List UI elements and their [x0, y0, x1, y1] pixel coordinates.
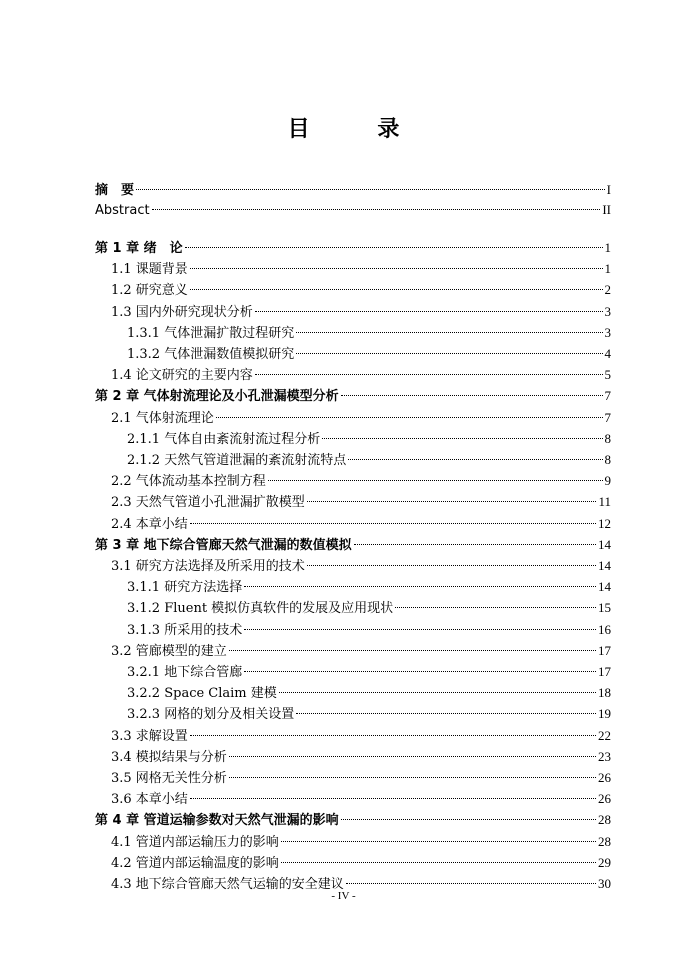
toc-entry-label: 2.4 本章小结 — [111, 516, 188, 532]
toc-entry-page: 7 — [604, 409, 611, 425]
toc-entry-page: II — [602, 202, 611, 217]
dot-leader — [281, 861, 596, 863]
toc-entry — [127, 620, 611, 640]
toc-entry-label: 1.4 论文研究的主要内容 — [111, 368, 253, 384]
toc-entry — [95, 200, 611, 220]
toc-entry — [127, 683, 611, 703]
toc-entry-page: 30 — [598, 876, 611, 891]
toc-entry-label: 3.5 网格无关性分析 — [111, 771, 227, 786]
toc-entry-page: 4 — [604, 346, 611, 361]
dot-leader — [341, 394, 603, 396]
toc-entry-label: 4.3 地下综合管廊天然气运输的安全建议 — [111, 877, 344, 892]
toc-entry-label: 3.2.1 地下综合管廊 — [127, 665, 243, 680]
toc-entry — [111, 408, 611, 428]
toc-entry — [95, 386, 611, 406]
toc-entry-page: I — [606, 182, 611, 197]
dot-leader — [279, 691, 596, 693]
toc-entry-page: 3 — [604, 303, 611, 319]
toc-entry-page: 9 — [604, 473, 611, 489]
dot-leader — [190, 288, 603, 290]
toc-entry — [111, 471, 611, 491]
toc-entry-label: Abstract — [95, 203, 150, 218]
toc-entry-page: 28 — [598, 812, 611, 828]
toc-entry-page: 3 — [604, 324, 611, 340]
dot-leader — [395, 606, 596, 608]
dot-leader — [185, 246, 603, 248]
toc-entry-label: 1.3.2 气体泄漏数值模拟研究 — [127, 347, 295, 362]
dot-leader — [190, 797, 596, 799]
toc-entry-page: 1 — [604, 261, 611, 277]
toc-entry — [95, 238, 611, 258]
toc-entry-page: 2 — [604, 282, 611, 298]
toc-entry-label: 3.6 本章小结 — [111, 792, 188, 808]
toc-entry — [111, 726, 611, 746]
dot-leader — [190, 734, 596, 736]
toc-entry — [95, 180, 611, 200]
toc-entry-label: 1.3 国内外研究现状分析 — [111, 304, 253, 320]
dot-leader — [354, 543, 596, 545]
toc-entry — [127, 344, 611, 364]
dot-leader — [190, 522, 596, 524]
toc-entry — [111, 259, 611, 279]
toc-entry — [127, 598, 611, 618]
toc-entry-label: 第 3 章 地下综合管廊天然气泄漏的数值模拟 — [95, 537, 352, 553]
toc-entry-page: 17 — [598, 642, 611, 658]
toc-entry-label: 3.1.2 Fluent 模拟仿真软件的发展及应用现状 — [127, 601, 394, 617]
toc-entry — [111, 302, 611, 322]
dot-leader — [229, 649, 596, 651]
page-number: - IV - — [331, 890, 356, 902]
dot-leader — [296, 712, 596, 714]
dot-leader — [255, 373, 603, 375]
toc-entry-page: 17 — [598, 664, 611, 679]
toc-entry-label: 3.1.1 研究方法选择 — [127, 580, 243, 596]
dot-leader — [296, 331, 602, 333]
toc-entry-page: 8 — [604, 452, 611, 467]
toc-entry — [111, 853, 611, 873]
toc-entry — [111, 747, 611, 767]
toc-entry-page: 29 — [598, 854, 611, 870]
dot-leader — [341, 818, 596, 820]
toc-entry-page: 19 — [598, 706, 611, 722]
dot-leader — [268, 479, 603, 481]
toc-entry — [127, 662, 611, 682]
dot-leader — [136, 188, 605, 190]
toc-entry-label: 2.2 气体流动基本控制方程 — [111, 474, 266, 490]
toc-entry-page: 18 — [598, 685, 611, 701]
toc-entry-label: 2.1.2 天然气管道泄漏的紊流射流特点 — [127, 453, 347, 468]
toc-entry-page: 14 — [598, 579, 611, 595]
toc-entry — [111, 832, 611, 852]
dot-leader — [244, 585, 596, 587]
dot-leader — [348, 458, 602, 460]
toc-entry-page: 23 — [598, 748, 611, 764]
toc-entry-page: 12 — [598, 515, 611, 531]
toc-entry-label: 3.1 研究方法选择及所采用的技术 — [111, 559, 305, 574]
toc-entry — [111, 492, 611, 512]
toc-entry-label: 3.2.3 网格的划分及相关设置 — [127, 707, 295, 723]
toc-entry — [111, 641, 611, 661]
toc-entry — [111, 556, 611, 576]
toc-entry-page: 5 — [604, 367, 611, 383]
toc-entry — [95, 535, 611, 555]
toc-entry — [111, 365, 611, 385]
toc-entry — [95, 810, 611, 830]
dot-leader — [307, 564, 596, 566]
toc-entry — [127, 450, 611, 470]
dot-leader — [307, 500, 597, 502]
dot-leader — [244, 670, 596, 672]
toc-entry-page: 8 — [604, 430, 611, 446]
dot-leader — [322, 437, 602, 439]
toc-entry-page: 26 — [598, 770, 611, 785]
toc-entry-label: 1.3.1 气体泄漏扩散过程研究 — [127, 325, 295, 341]
toc-entry — [127, 577, 611, 597]
toc-entry-label: 第 4 章 管道运输参数对天然气泄漏的影响 — [95, 813, 339, 829]
toc-entry-page: 15 — [598, 600, 611, 616]
toc-entry-page: 7 — [604, 388, 611, 404]
toc-entry-label: 3.1.3 所采用的技术 — [127, 622, 243, 638]
dot-leader — [255, 310, 603, 312]
toc-entry-label: 1.1 课题背景 — [111, 262, 188, 278]
toc-entry — [111, 280, 611, 300]
dot-leader — [229, 776, 596, 778]
toc-entry-label: 第 1 章 绪 论 — [95, 241, 183, 256]
dot-leader — [281, 840, 596, 842]
toc-entry — [111, 768, 611, 788]
toc-entry-page: 14 — [598, 558, 611, 573]
page-title: 目 录 — [287, 117, 430, 142]
dot-leader — [244, 628, 596, 630]
dot-leader — [152, 208, 601, 210]
dot-leader — [216, 416, 603, 418]
dot-leader — [190, 267, 603, 269]
toc-entry-label: 摘 要 — [95, 183, 135, 198]
toc-entry-label: 4.2 管道内部运输温度的影响 — [111, 855, 279, 871]
toc-entry-label: 4.1 管道内部运输压力的影响 — [111, 834, 279, 850]
toc-entry-label: 2.1.1 气体自由紊流射流过程分析 — [127, 431, 321, 447]
toc-entry-page: 22 — [598, 727, 611, 743]
dot-leader — [229, 755, 596, 757]
toc-entry-label: 3.4 模拟结果与分析 — [111, 749, 227, 765]
toc-entry-label: 2.3 天然气管道小孔泄漏扩散模型 — [111, 495, 305, 511]
toc-entry-label: 3.2.2 Space Claim 建模 — [127, 686, 277, 702]
toc-entry-label: 1.2 研究意义 — [111, 283, 188, 299]
toc-entry-page: 26 — [598, 791, 611, 807]
toc-entry-page: 11 — [598, 494, 611, 510]
toc-entry-label: 2.1 气体射流理论 — [111, 410, 214, 426]
toc-entry — [127, 323, 611, 343]
toc-entry-page: 28 — [598, 833, 611, 849]
toc-entry — [111, 789, 611, 809]
toc-entry-page: 14 — [598, 536, 611, 552]
toc-entry — [111, 514, 611, 534]
dot-leader — [296, 352, 602, 354]
toc-entry-label: 第 2 章 气体射流理论及小孔泄漏模型分析 — [95, 389, 339, 405]
dot-leader — [346, 882, 596, 884]
toc-entry-page: 16 — [598, 621, 611, 637]
toc-entry — [127, 429, 611, 449]
toc-entry-label: 3.3 求解设置 — [111, 728, 188, 744]
toc-entry-page: 1 — [604, 240, 611, 255]
toc-entry-label: 3.2 管廊模型的建立 — [111, 643, 227, 659]
toc-entry — [127, 704, 611, 724]
